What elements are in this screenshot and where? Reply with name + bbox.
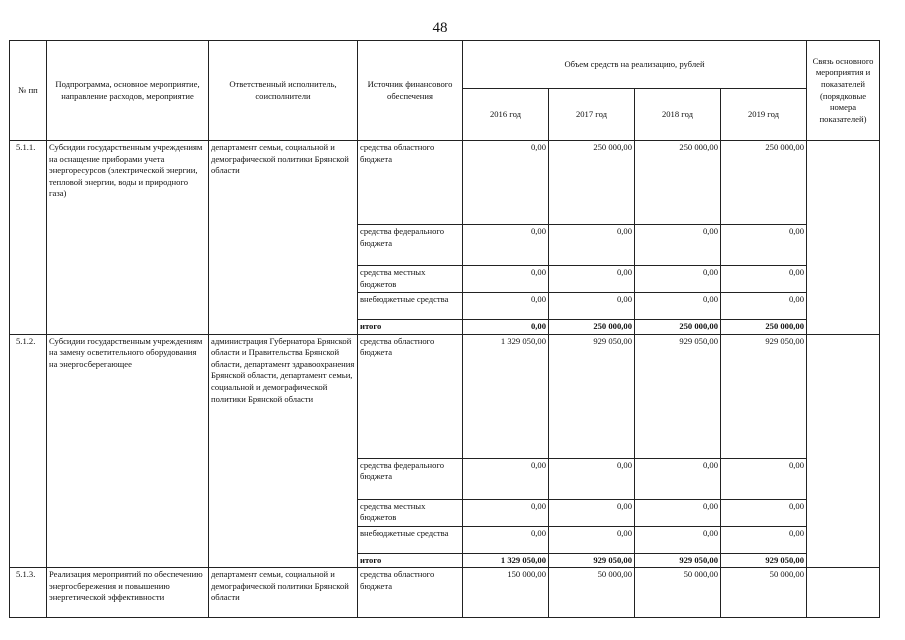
amount-cell: 0,00: [721, 293, 807, 320]
amount-cell: 0,00: [635, 458, 721, 499]
page-number: 48: [432, 20, 448, 36]
funding-source: средства федерального бюджета: [358, 225, 463, 266]
item-name: Субсидии государственным учреждениям на замену осветительного оборудования на энергосберегающее: [47, 334, 209, 568]
amount-cell: 250 000,00: [635, 141, 721, 225]
amount-cell: 0,00: [721, 266, 807, 293]
amount-cell: 0,00: [463, 225, 549, 266]
amount-cell: 0,00: [635, 225, 721, 266]
funding-source: внебюджетные средства: [358, 293, 463, 320]
amount-cell: 0,00: [463, 141, 549, 225]
indicator-link: [807, 568, 880, 618]
amount-cell: 150 000,00: [463, 568, 549, 618]
table-row: [10, 141, 880, 225]
funding-source: средства областного бюджета: [358, 141, 463, 225]
amount-cell: 0,00: [549, 225, 635, 266]
amount-cell: 0,00: [549, 293, 635, 320]
amount-cell: 929 050,00: [549, 334, 635, 458]
amount-cell: 929 050,00: [635, 334, 721, 458]
header-link: Связь основного мероприятия и показателей (порядковые номера показателей): [807, 41, 880, 141]
amount-cell: 0,00: [463, 266, 549, 293]
header-executor: Ответственный исполнитель, соисполнители: [209, 41, 358, 141]
amount-cell: 250 000,00: [549, 141, 635, 225]
amount-cell: 929 050,00: [721, 334, 807, 458]
amount-cell: 0,00: [463, 458, 549, 499]
header-program: Подпрограмма, основное мероприятие, направление расходов, мероприятие: [47, 41, 209, 141]
amount-cell: 929 050,00: [721, 553, 807, 568]
amount-cell: 0,00: [549, 526, 635, 553]
header-year: 2016 год: [463, 89, 549, 141]
amount-cell: 0,00: [463, 320, 549, 335]
funding-source: внебюджетные средства: [358, 526, 463, 553]
amount-cell: 250 000,00: [549, 320, 635, 335]
indicator-link: [807, 141, 880, 335]
amount-cell: 0,00: [635, 293, 721, 320]
amount-cell: 50 000,00: [721, 568, 807, 618]
amount-cell: 0,00: [635, 499, 721, 526]
indicator-link: [807, 334, 880, 568]
item-executor: администрация Губернатора Брянской области и Правительства Брянской области, департамент здравоохранения Брянской области, департамент семьи, социальной и демографической политики Брянской области: [209, 334, 358, 568]
amount-cell: 1 329 050,00: [463, 334, 549, 458]
amount-cell: 0,00: [721, 458, 807, 499]
header-year: 2018 год: [635, 89, 721, 141]
funding-source: средства областного бюджета: [358, 334, 463, 458]
table-row: [10, 334, 880, 458]
amount-cell: 929 050,00: [549, 553, 635, 568]
amount-cell: 250 000,00: [721, 320, 807, 335]
header-volume: Объем средств на реализацию, рублей: [463, 41, 807, 89]
funding-source: итого: [358, 320, 463, 335]
item-executor: департамент семьи, социальной и демографической политики Брянской области: [209, 141, 358, 335]
amount-cell: 250 000,00: [635, 320, 721, 335]
amount-cell: 0,00: [463, 499, 549, 526]
funding-source: средства областного бюджета: [358, 568, 463, 618]
header-source: Источник финансового обеспечения: [358, 41, 463, 141]
header-year: 2017 год: [549, 89, 635, 141]
amount-cell: 0,00: [721, 499, 807, 526]
header-year: 2019 год: [721, 89, 807, 141]
table-row: [10, 568, 880, 618]
funding-source: итого: [358, 553, 463, 568]
funding-source: средства федерального бюджета: [358, 458, 463, 499]
funding-source: средства местных бюджетов: [358, 499, 463, 526]
amount-cell: 0,00: [549, 458, 635, 499]
amount-cell: 0,00: [549, 266, 635, 293]
amount-cell: 250 000,00: [721, 141, 807, 225]
amount-cell: 0,00: [721, 225, 807, 266]
item-executor: департамент семьи, социальной и демографической политики Брянской области: [209, 568, 358, 618]
item-code: 5.1.2.: [10, 334, 47, 568]
amount-cell: 1 329 050,00: [463, 553, 549, 568]
amount-cell: 0,00: [463, 526, 549, 553]
item-name: Субсидии государственным учреждениям на оснащение приборами учета энергоресурсов (электрической энергии, тепловой энергии, воды и природного газа): [47, 141, 209, 335]
header-num: № пп: [10, 41, 47, 141]
item-code: 5.1.1.: [10, 141, 47, 335]
amount-cell: 0,00: [635, 526, 721, 553]
amount-cell: 50 000,00: [549, 568, 635, 618]
amount-cell: 0,00: [721, 526, 807, 553]
budget-table: [9, 40, 880, 618]
item-name: Реализация мероприятий по обеспечению энергосбережения и повышению энергетической эффективности: [47, 568, 209, 618]
amount-cell: 0,00: [635, 266, 721, 293]
amount-cell: 0,00: [549, 499, 635, 526]
amount-cell: 929 050,00: [635, 553, 721, 568]
amount-cell: 0,00: [463, 293, 549, 320]
funding-source: средства местных бюджетов: [358, 266, 463, 293]
amount-cell: 50 000,00: [635, 568, 721, 618]
item-code: 5.1.3.: [10, 568, 47, 618]
